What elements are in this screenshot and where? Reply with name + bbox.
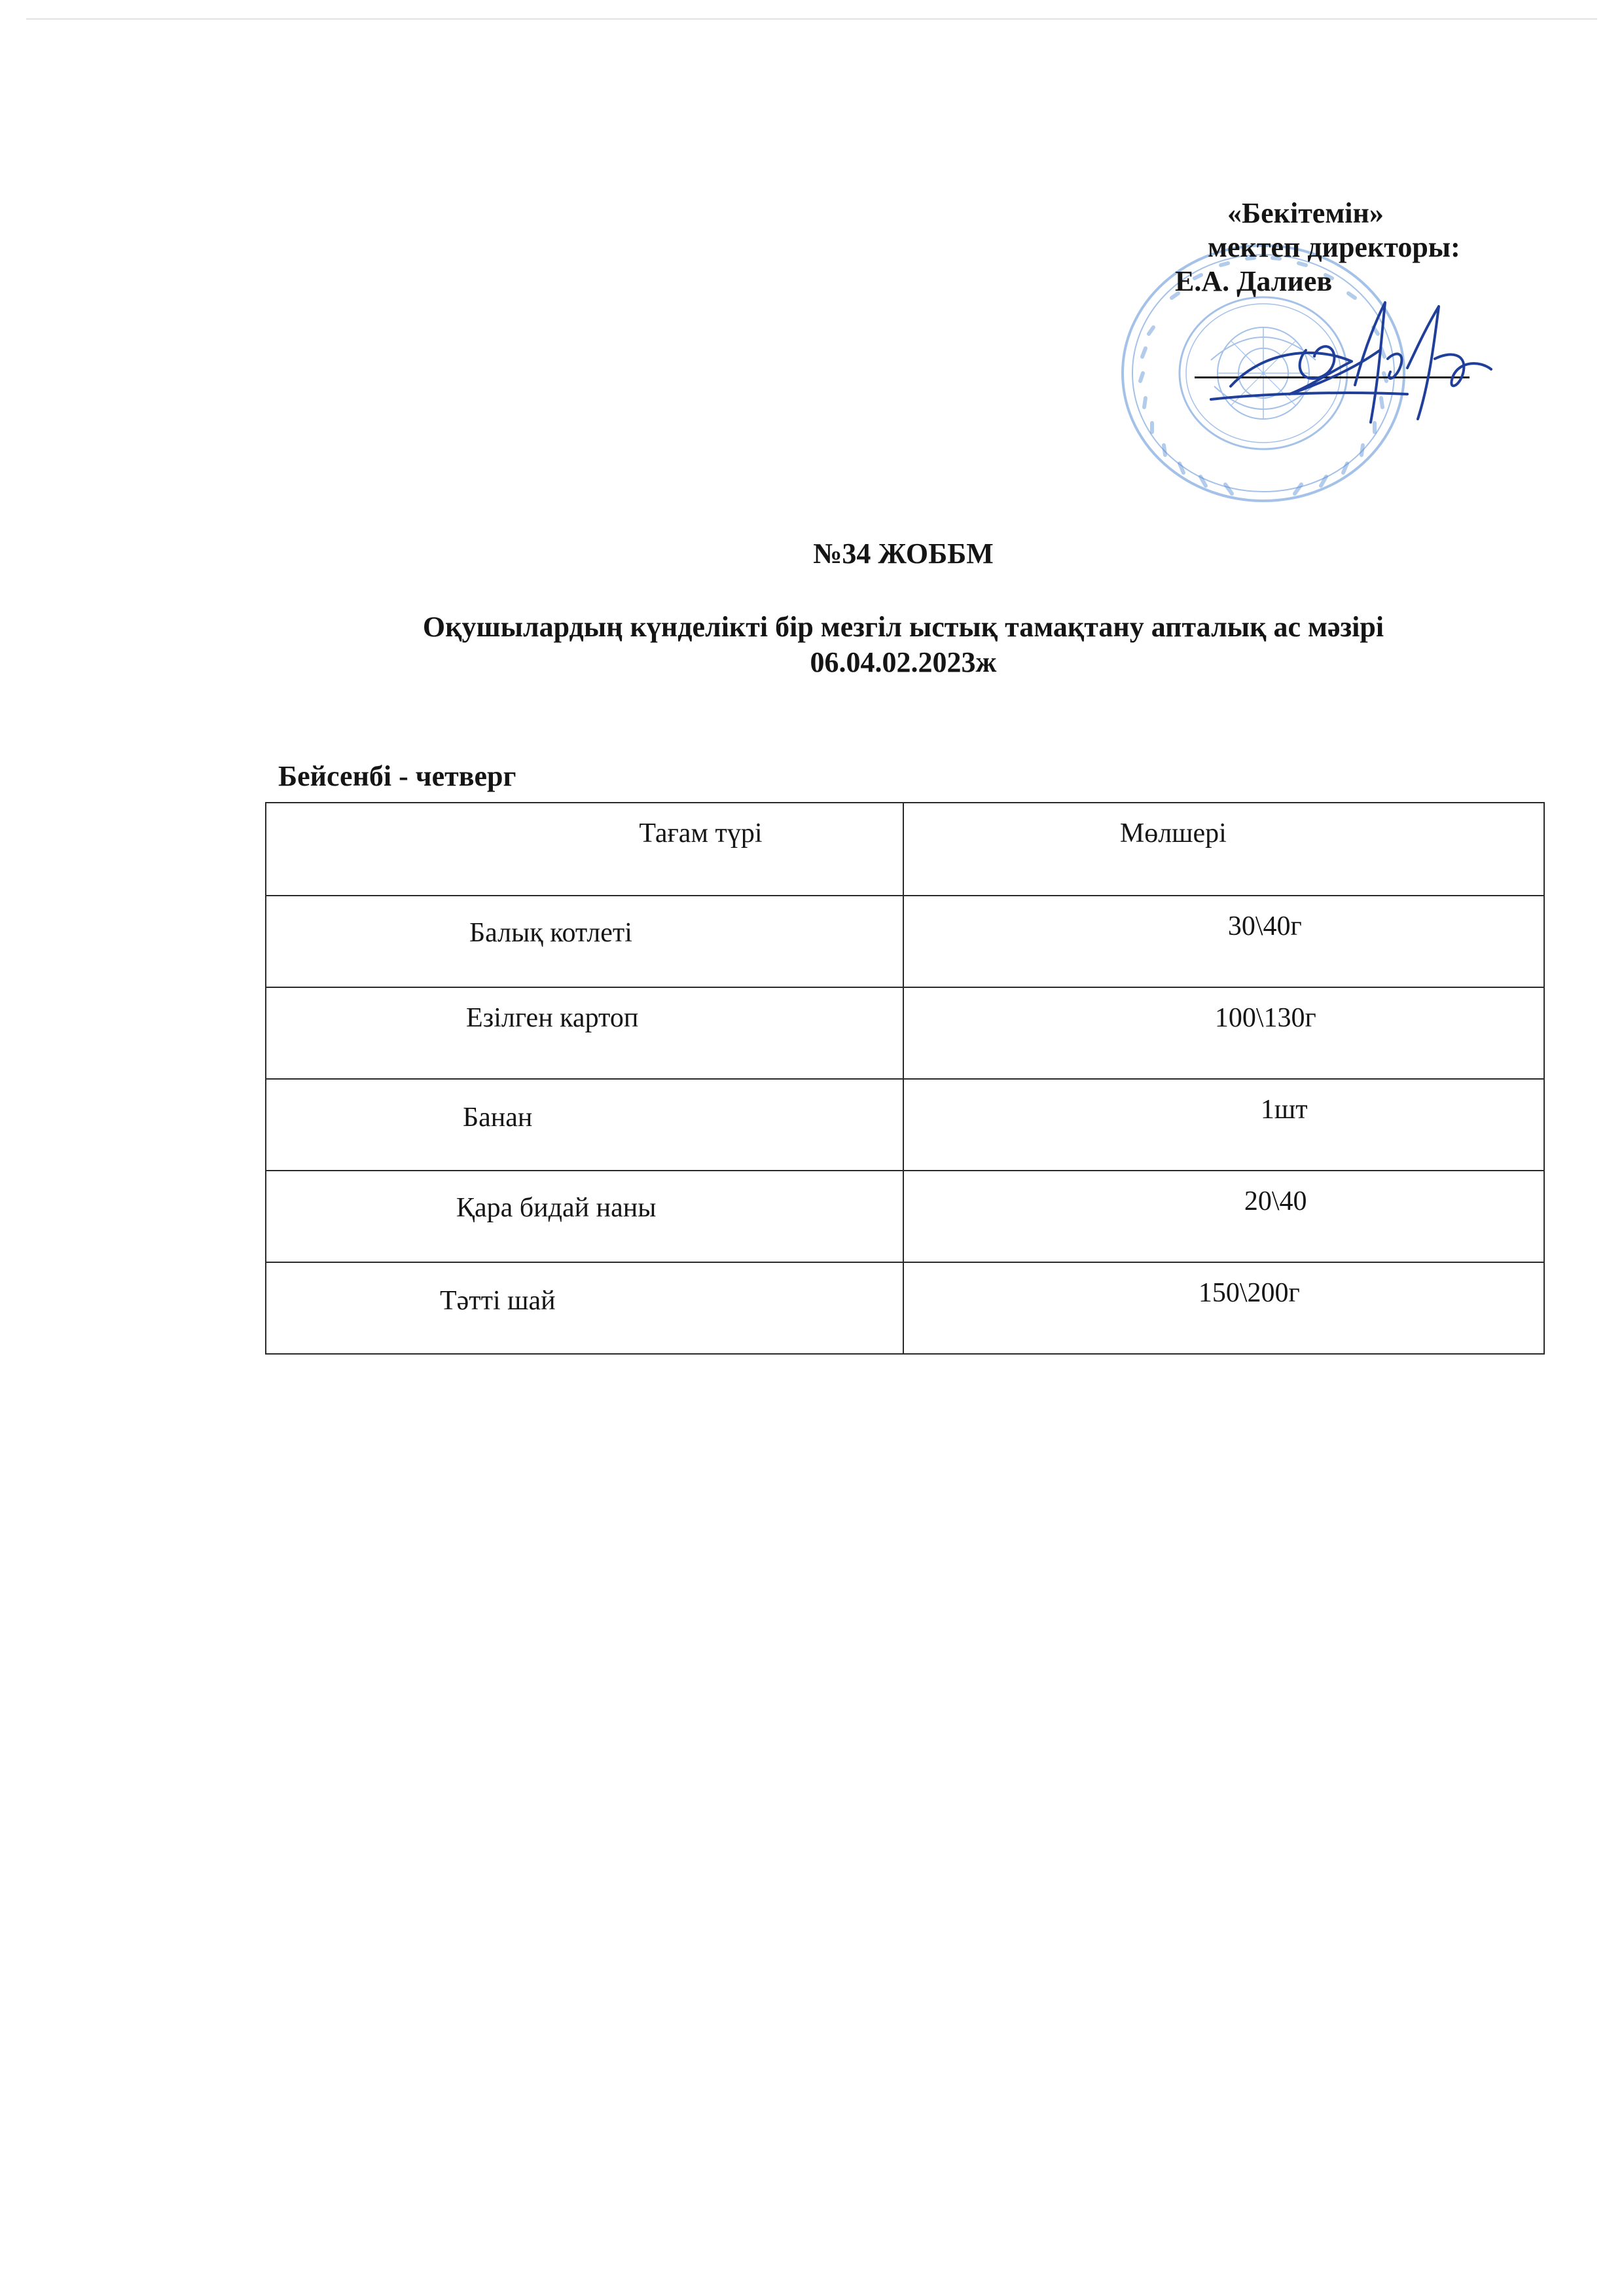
page-edge (26, 18, 1597, 20)
amount-cell (903, 1171, 1544, 1262)
table-header-row (266, 803, 1544, 896)
dish-cell (266, 1171, 903, 1262)
school-name: №34 ЖОББМ (813, 538, 994, 570)
dish-name: Қара бидай наны (456, 1193, 657, 1223)
dish-cell (266, 987, 903, 1079)
table-row (266, 1262, 1544, 1354)
dish-name: Езілген картоп (466, 1003, 639, 1033)
approval-position: мектеп директоры: (1208, 231, 1460, 263)
amount-cell (903, 1262, 1544, 1354)
approval-director-name: Е.А. Далиев (1175, 265, 1333, 297)
amount-cell (903, 1079, 1544, 1171)
amount-cell (903, 896, 1544, 987)
day-heading: Бейсенбі - четверг (278, 760, 516, 792)
amount-cell (903, 987, 1544, 1079)
table-row (266, 1079, 1544, 1171)
dish-amount: 30\40г (1227, 911, 1302, 941)
director-signature (1191, 288, 1519, 432)
dish-amount: 100\130г (1214, 1003, 1316, 1033)
dish-cell (266, 1262, 903, 1354)
dish-name: Балық котлеті (469, 918, 632, 948)
header-amount-label: Мөлшері (1119, 818, 1227, 848)
dish-amount: 1шт (1260, 1095, 1308, 1125)
table-row (266, 987, 1544, 1079)
dish-cell (266, 1079, 903, 1171)
approval-title: «Бекітемін» (1227, 197, 1384, 229)
dish-amount: 20\40 (1244, 1186, 1307, 1216)
menu-title: Оқушылардың күнделікті бір мезгіл ыстық тамақтану апталық ас мәзірі (422, 611, 1384, 643)
menu-date: 06.04.02.2023ж (810, 646, 997, 678)
menu-table (265, 802, 1545, 1355)
dish-cell (266, 896, 903, 987)
table-row (266, 1171, 1544, 1262)
header-dish-type (266, 803, 903, 896)
dish-name: Банан (463, 1102, 533, 1133)
dish-name: Тәтті шай (440, 1286, 556, 1316)
header-amount (903, 803, 1544, 896)
table-row (266, 896, 1544, 987)
header-dish-type-label: Тағам түрі (639, 818, 763, 848)
dish-amount: 150\200г (1198, 1278, 1300, 1308)
